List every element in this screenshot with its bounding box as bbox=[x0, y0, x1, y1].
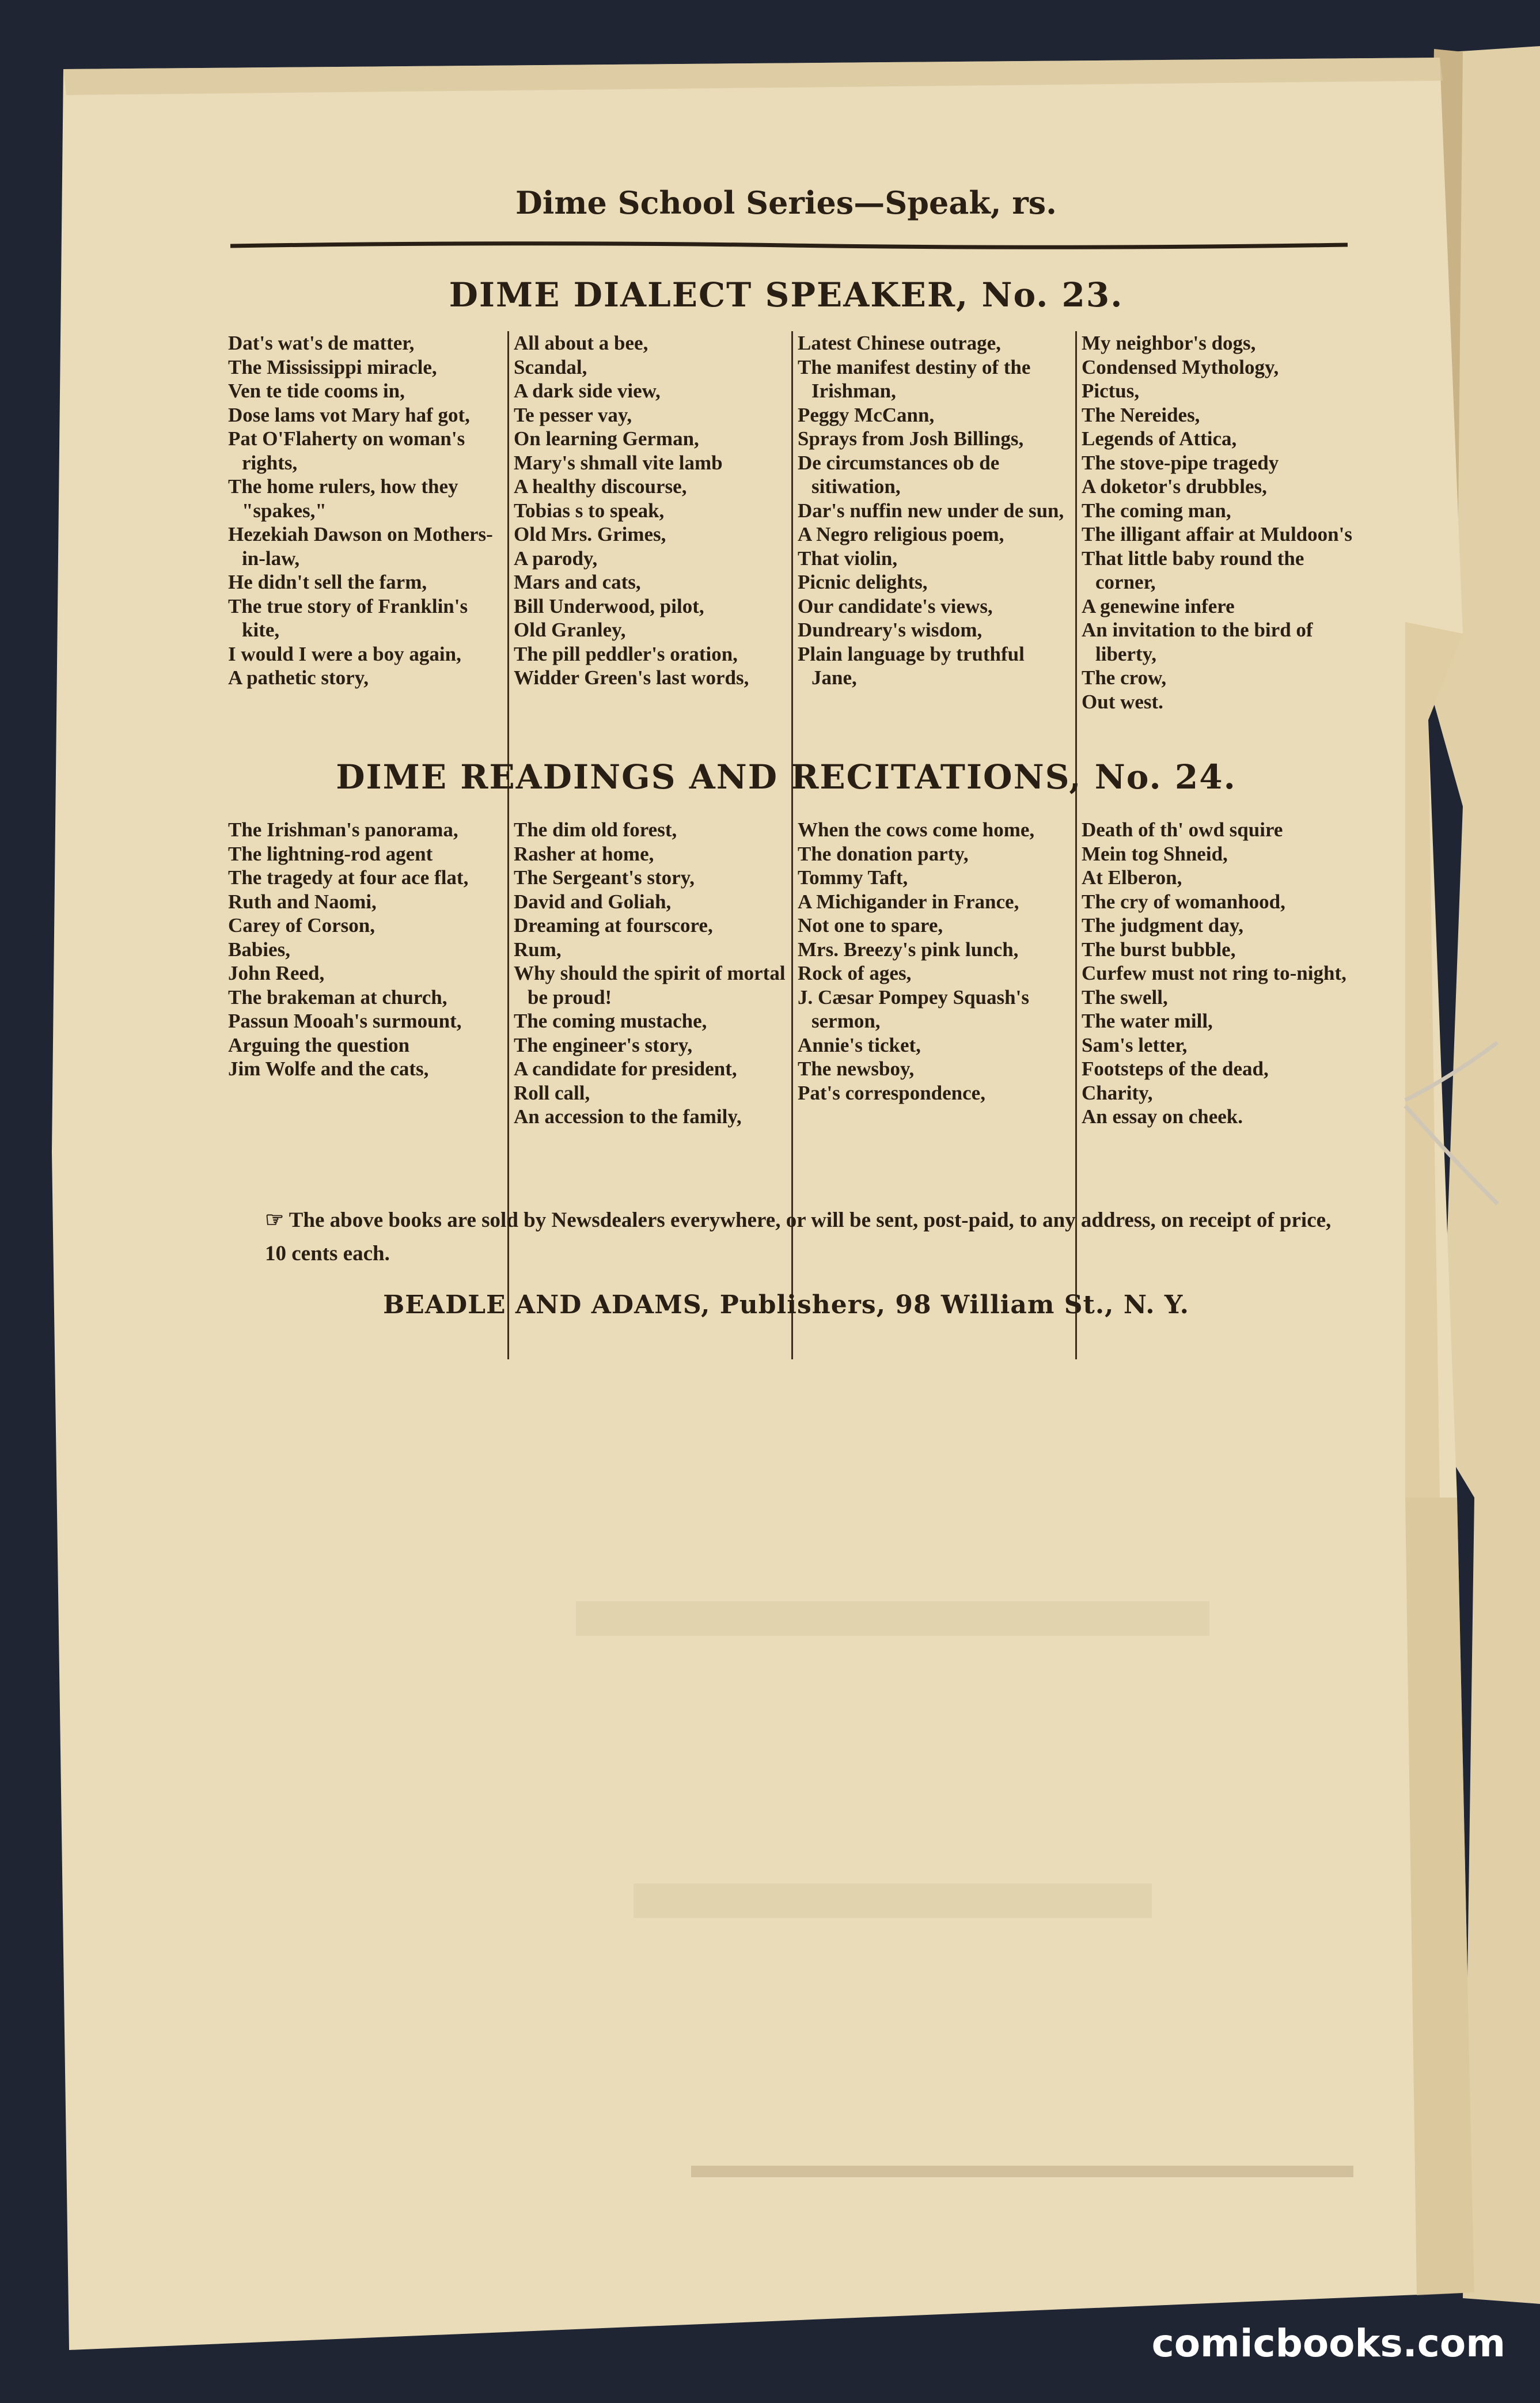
list-item: Rasher at home, bbox=[514, 842, 654, 865]
series-header: Dime School Series—Speak, rs. bbox=[515, 184, 1057, 221]
list-item: Peggy McCann, bbox=[798, 403, 935, 426]
list-item: Picnic delights, bbox=[798, 571, 928, 593]
list-item: The tragedy at four ace flat, bbox=[228, 866, 469, 889]
list-item: Condensed Mythology, bbox=[1082, 355, 1279, 378]
list-item: Babies, bbox=[228, 938, 290, 961]
list-item: The coming mustache, bbox=[514, 1010, 707, 1032]
list-item: Footsteps of the dead, bbox=[1082, 1058, 1269, 1080]
list-item: Legends of Attica, bbox=[1082, 427, 1237, 450]
list-item: The stove-pipe tragedy bbox=[1082, 451, 1279, 474]
list-item: The swell, bbox=[1082, 986, 1168, 1009]
list-item: Carey of Corson, bbox=[228, 914, 375, 937]
list-item: Charity, bbox=[1082, 1081, 1153, 1104]
list-item: Why should the spirit of mortal be proud! bbox=[514, 962, 786, 1009]
list-item: Not one to spare, bbox=[798, 914, 943, 937]
list-item: Dat's wat's de matter, bbox=[228, 332, 415, 354]
list-item: The cry of womanhood, bbox=[1082, 890, 1285, 913]
list-item: A dark side view, bbox=[514, 380, 661, 402]
list-item: The crow, bbox=[1082, 666, 1167, 689]
list-item: An essay on cheek. bbox=[1082, 1105, 1243, 1128]
list-item: The judgment day, bbox=[1082, 914, 1244, 937]
list-item: Arguing the question bbox=[228, 1033, 410, 1056]
list-item: The water mill, bbox=[1082, 1010, 1213, 1032]
list-item: The home rulers, how they "spakes," bbox=[228, 475, 458, 522]
list-item: J. Cæsar Pompey Squash's sermon, bbox=[798, 986, 1029, 1032]
list-item: Hezekiah Dawson on Mothers-in-law, bbox=[228, 523, 493, 570]
list-item: I would I were a boy again, bbox=[228, 642, 461, 665]
list-item: De circumstances ob de sitiwation, bbox=[798, 451, 1000, 498]
list-item: At Elberon, bbox=[1082, 866, 1182, 889]
list-item: The coming man, bbox=[1082, 499, 1231, 522]
header-rule bbox=[230, 240, 1348, 251]
list-item: Death of th' owd squire bbox=[1082, 818, 1283, 841]
list-item: Ven te tide cooms in, bbox=[228, 380, 405, 402]
list-item: Rum, bbox=[514, 938, 562, 961]
list-item: Dose lams vot Mary haf got, bbox=[228, 403, 470, 426]
sales-notice: ☞ The above books are sold by Newsdealers everywhere, or will be sent, post-paid, to any address, on receipt of price, 10 cents each. bbox=[265, 1208, 1332, 1265]
section2-col-2 bbox=[507, 818, 791, 1359]
list-item: Jim Wolfe and the cats, bbox=[228, 1058, 429, 1080]
list-item: The pill peddler's oration, bbox=[514, 642, 738, 665]
list-item: A pathetic story, bbox=[228, 666, 369, 689]
list-item: Plain language by truthful Jane, bbox=[798, 642, 1025, 689]
list-item: The donation party, bbox=[798, 842, 969, 865]
list-item: The engineer's story, bbox=[514, 1033, 693, 1056]
list-item: That violin, bbox=[798, 547, 898, 570]
list-item: Te pesser vay, bbox=[514, 403, 632, 426]
list-item: Bill Underwood, pilot, bbox=[514, 594, 704, 617]
list-item: The Irishman's panorama, bbox=[228, 818, 458, 841]
list-item: The lightning-rod agent bbox=[228, 842, 433, 865]
list-item: Sprays from Josh Billings, bbox=[798, 427, 1024, 450]
list-item: Mrs. Breezy's pink lunch, bbox=[798, 938, 1019, 961]
list-item: John Reed, bbox=[228, 962, 325, 984]
list-item: Dar's nuffin new under de sun, bbox=[798, 499, 1064, 522]
publisher-line: BEADLE AND ADAMS, Publishers, 98 William St., N. Y. bbox=[383, 1290, 1189, 1320]
list-item: The illigant affair at Muldoon's bbox=[1082, 523, 1352, 545]
section2-columns bbox=[223, 818, 1359, 1359]
list-item: That little baby round the corner, bbox=[1082, 547, 1304, 593]
list-item: Mars and cats, bbox=[514, 571, 641, 593]
list-item: Pictus, bbox=[1082, 380, 1140, 402]
list-item: Widder Green's last words, bbox=[514, 666, 749, 689]
list-item: A doketor's drubbles, bbox=[1082, 475, 1267, 498]
list-item: The newsboy, bbox=[798, 1058, 915, 1080]
list-item: The Sergeant's story, bbox=[514, 866, 695, 889]
section2-col-4 bbox=[1075, 818, 1359, 1359]
list-item: Ruth and Naomi, bbox=[228, 890, 377, 913]
list-item: The Mississippi miracle, bbox=[228, 355, 437, 378]
list-item: He didn't sell the farm, bbox=[228, 571, 427, 593]
list-item: The true story of Franklin's kite, bbox=[228, 594, 468, 641]
list-item: The dim old forest, bbox=[514, 818, 677, 841]
list-item: Dreaming at fourscore, bbox=[514, 914, 713, 937]
list-item: A parody, bbox=[514, 547, 598, 570]
list-item: Roll call, bbox=[514, 1081, 590, 1104]
list-item: A Negro religious poem, bbox=[798, 523, 1004, 545]
section-title-readings-recitations: DIME READINGS AND RECITATIONS, No. 24. bbox=[336, 757, 1236, 797]
list-item: Old Mrs. Grimes, bbox=[514, 523, 666, 545]
list-item: A Michigander in France, bbox=[798, 890, 1019, 913]
list-item: Scandal, bbox=[514, 355, 587, 378]
list-item: A candidate for president, bbox=[514, 1058, 737, 1080]
list-item: An accession to the family, bbox=[514, 1105, 742, 1128]
list-item: My neighbor's dogs, bbox=[1082, 332, 1256, 354]
list-item: Dundreary's wisdom, bbox=[798, 619, 983, 641]
list-item: Curfew must not ring to-night, bbox=[1082, 962, 1346, 984]
list-item: On learning German, bbox=[514, 427, 699, 450]
list-item: Pat's correspondence, bbox=[798, 1081, 985, 1104]
list-item: Latest Chinese outrage, bbox=[798, 332, 1001, 354]
list-item: The manifest destiny of the Irishman, bbox=[798, 355, 1031, 402]
list-item: Mary's shmall vite lamb bbox=[514, 451, 723, 474]
list-item: All about a bee, bbox=[514, 332, 648, 354]
list-item: Sam's letter, bbox=[1082, 1033, 1188, 1056]
list-item: When the cows come home, bbox=[798, 818, 1035, 841]
list-item: The Nereides, bbox=[1082, 403, 1200, 426]
list-item: Passun Mooah's surmount, bbox=[228, 1010, 462, 1032]
list-item: Pat O'Flaherty on woman's rights, bbox=[228, 427, 465, 474]
list-item: David and Goliah, bbox=[514, 890, 672, 913]
list-item: Our candidate's views, bbox=[798, 594, 993, 617]
list-item: Mein tog Shneid, bbox=[1082, 842, 1228, 865]
list-item: Annie's ticket, bbox=[798, 1033, 921, 1056]
list-item: Rock of ages, bbox=[798, 962, 912, 984]
section2-col-1 bbox=[223, 818, 507, 1359]
list-item: A healthy discourse, bbox=[514, 475, 687, 498]
list-item: The burst bubble, bbox=[1082, 938, 1236, 961]
list-item: Old Granley, bbox=[514, 619, 626, 641]
list-item: The brakeman at church, bbox=[228, 986, 447, 1009]
watermark: comicbooks.com bbox=[1151, 2321, 1505, 2366]
list-item: An invitation to the bird of liberty, bbox=[1082, 619, 1313, 665]
section2-col-3 bbox=[791, 818, 1075, 1359]
list-item: Out west. bbox=[1082, 690, 1163, 713]
list-item: Tommy Taft, bbox=[798, 866, 908, 889]
section-title-dialect-speaker: DIME DIALECT SPEAKER, No. 23. bbox=[449, 275, 1124, 314]
list-item: Tobias s to speak, bbox=[514, 499, 665, 522]
list-item: A genewine infere bbox=[1082, 594, 1235, 617]
